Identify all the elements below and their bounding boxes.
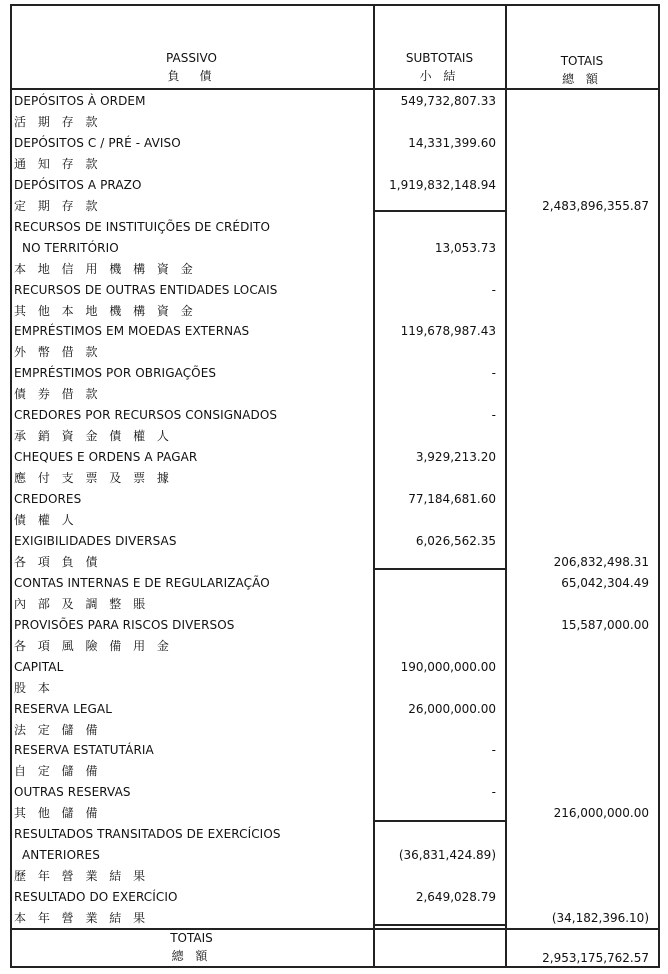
row-label: 本 年 營 業 結 果 xyxy=(14,911,150,926)
row-subtotal: 26,000,000.00 xyxy=(408,701,496,716)
row-subtotal: - xyxy=(491,785,496,800)
footer-totais: TOTAIS xyxy=(170,931,213,945)
row-subtotal: 13,053.73 xyxy=(434,240,496,255)
row-total: 206,832,498.31 xyxy=(553,554,649,569)
row-label: CAPITAL xyxy=(14,659,64,674)
row-label: RESULTADOS TRANSITADOS DE EXERCÍCIOS xyxy=(14,827,281,842)
row-label: EMPRÉSTIMOS POR OBRIGAÇÕES xyxy=(14,366,217,381)
row-label: EXIGIBILIDADES DIVERSAS xyxy=(14,533,177,548)
row-label: 活 期 存 款 xyxy=(14,114,102,129)
row-total: 65,042,304.49 xyxy=(561,575,649,590)
row-label: 歷 年 營 業 結 果 xyxy=(14,869,150,884)
border-bottom xyxy=(10,966,659,968)
row-label: CHEQUES E ORDENS A PAGAR xyxy=(14,450,198,465)
row-label: CREDORES POR RECURSOS CONSIGNADOS xyxy=(14,408,278,423)
header-passivo-zh: 負 債 xyxy=(167,69,216,83)
row-total: 216,000,000.00 xyxy=(553,806,649,821)
grand-total-value: 2,953,175,762.57 xyxy=(542,951,649,965)
row-label: 承 銷 資 金 債 權 人 xyxy=(14,429,173,444)
row-subtotal: 6,026,562.35 xyxy=(415,533,496,548)
row-total: (34,182,396.10) xyxy=(551,911,649,926)
row-subtotal: 14,331,399.60 xyxy=(408,135,496,150)
row-label: RECURSOS DE INSTITUIÇÕES DE CRÉDITO xyxy=(14,219,271,234)
header-bottom-line xyxy=(10,88,659,90)
row-label: 其 他 本 地 機 構 資 金 xyxy=(14,303,197,318)
row-label: DEPÓSITOS A PRAZO xyxy=(14,177,142,192)
header-totais-zh: 總 額 xyxy=(562,72,602,86)
row-label: 債 券 借 款 xyxy=(14,387,102,402)
column-divider-2 xyxy=(505,4,507,968)
row-label: 內 部 及 調 整 賬 xyxy=(14,596,150,611)
row-subtotal: - xyxy=(491,282,496,297)
results-subtotal-line xyxy=(373,924,506,926)
row-label: PROVISÕES PARA RISCOS DIVERSOS xyxy=(14,617,235,632)
row-label: DEPÓSITOS À ORDEM xyxy=(14,94,146,108)
row-label: NO TERRITÓRIO xyxy=(22,240,119,255)
row-label: 外 幣 借 款 xyxy=(14,345,102,360)
row-label: 債 權 人 xyxy=(14,513,78,527)
row-label: CREDORES xyxy=(14,492,82,507)
row-label: RESULTADO DO EXERCÍCIO xyxy=(14,890,178,905)
row-label: 股 本 xyxy=(14,680,54,695)
row-subtotal: 549,732,807.33 xyxy=(400,94,496,108)
footer-totais-zh: 總 額 xyxy=(171,949,212,963)
row-label: 應 付 支 票 及 票 據 xyxy=(14,471,173,486)
row-subtotal: 77,184,681.60 xyxy=(408,492,496,507)
balance-sheet-table xyxy=(10,4,659,968)
row-label: RESERVA ESTATUTÁRIA xyxy=(14,743,154,758)
reserves-subtotal-line xyxy=(373,820,506,822)
deposits-subtotal-line xyxy=(373,210,506,212)
row-subtotal: 1,919,832,148.94 xyxy=(389,177,496,192)
row-label: 法 定 儲 備 xyxy=(14,722,102,737)
row-label: RESERVA LEGAL xyxy=(14,701,113,716)
row-subtotal: (36,831,424.89) xyxy=(398,848,496,863)
border-top xyxy=(10,4,659,6)
row-subtotal: 119,678,987.43 xyxy=(400,324,496,339)
row-label: 通 知 存 款 xyxy=(14,156,102,171)
header-passivo: PASSIVO xyxy=(166,51,217,65)
row-label: 其 他 儲 備 xyxy=(14,806,102,821)
row-subtotal: 2,649,028.79 xyxy=(415,890,496,905)
row-label: CONTAS INTERNAS E DE REGULARIZAÇÃO xyxy=(14,575,270,590)
row-label: 定 期 存 款 xyxy=(14,198,102,213)
row-subtotal: - xyxy=(491,408,496,423)
row-label: 各 項 負 債 xyxy=(14,554,102,569)
row-total: 2,483,896,355.87 xyxy=(542,198,649,213)
header-subtotais: SUBTOTAIS xyxy=(405,51,474,65)
row-subtotal: - xyxy=(491,366,496,381)
row-label: OUTRAS RESERVAS xyxy=(14,785,131,800)
header-subtotais-zh: 小 結 xyxy=(419,69,460,83)
row-subtotal: - xyxy=(491,743,496,758)
row-label: 自 定 儲 備 xyxy=(14,764,102,779)
border-left xyxy=(10,4,12,968)
liabilities-subtotal-line xyxy=(373,568,506,570)
row-label: ANTERIORES xyxy=(22,848,100,863)
row-total: 15,587,000.00 xyxy=(561,617,649,632)
row-label: DEPÓSITOS C / PRÉ - AVISO xyxy=(14,135,181,150)
header-totais: TOTAIS xyxy=(560,54,604,68)
border-right xyxy=(658,4,660,968)
row-label: 各 項 風 險 備 用 金 xyxy=(14,638,173,653)
row-label: RECURSOS DE OUTRAS ENTIDADES LOCAIS xyxy=(14,282,278,297)
row-label: 本 地 信 用 機 構 資 金 xyxy=(14,261,197,276)
row-subtotal: 3,929,213.20 xyxy=(415,450,496,465)
row-subtotal: 190,000,000.00 xyxy=(400,659,496,674)
row-label: EMPRÉSTIMOS EM MOEDAS EXTERNAS xyxy=(14,324,250,339)
